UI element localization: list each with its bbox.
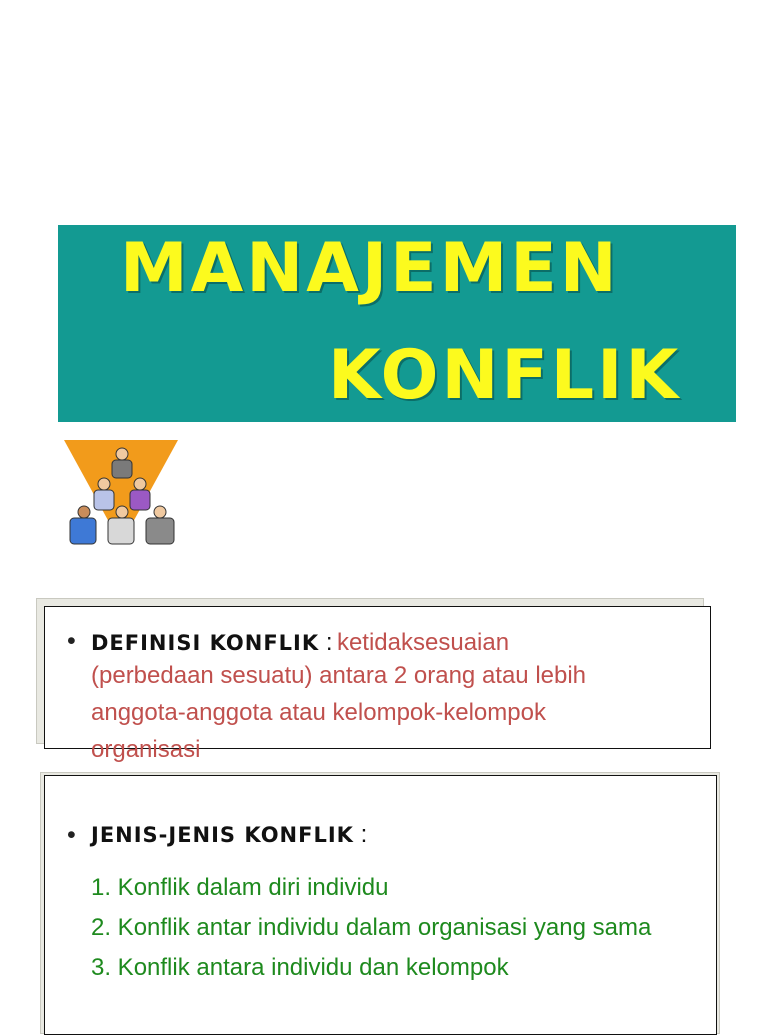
title-banner xyxy=(58,225,736,422)
definition-box xyxy=(44,606,711,763)
people-pyramid-icon xyxy=(62,440,182,548)
jenis-list xyxy=(91,871,691,991)
jenis-colon: : xyxy=(353,821,368,848)
list-item: 2. Konflik antar individu dalam organisasi yang sama xyxy=(91,914,652,941)
definition-first-line: ketidaksesuaian xyxy=(336,629,510,656)
jenis-box xyxy=(44,775,717,1035)
list-item: 1. Konflik dalam diri individu xyxy=(91,874,389,901)
title-line-1: MANAJEMEN xyxy=(120,229,620,308)
definition-body: (perbedaan sesuatu) antara 2 orang atau lebih anggota-anggota atau kelompok-kelompok organisasi xyxy=(91,662,587,763)
title-line-2: KONFLIK xyxy=(328,336,682,415)
list-item: 3. Konflik antara individu dan kelompok xyxy=(91,954,509,981)
jenis-heading: JENIS-JENIS KONFLIK xyxy=(91,823,354,847)
definition-bullet: • xyxy=(67,627,76,655)
definition-colon: : xyxy=(319,629,333,656)
jenis-bullet: • xyxy=(67,821,76,849)
definition-heading: DEFINISI KONFLIK xyxy=(91,631,320,655)
jenis-heading-row xyxy=(91,821,367,849)
